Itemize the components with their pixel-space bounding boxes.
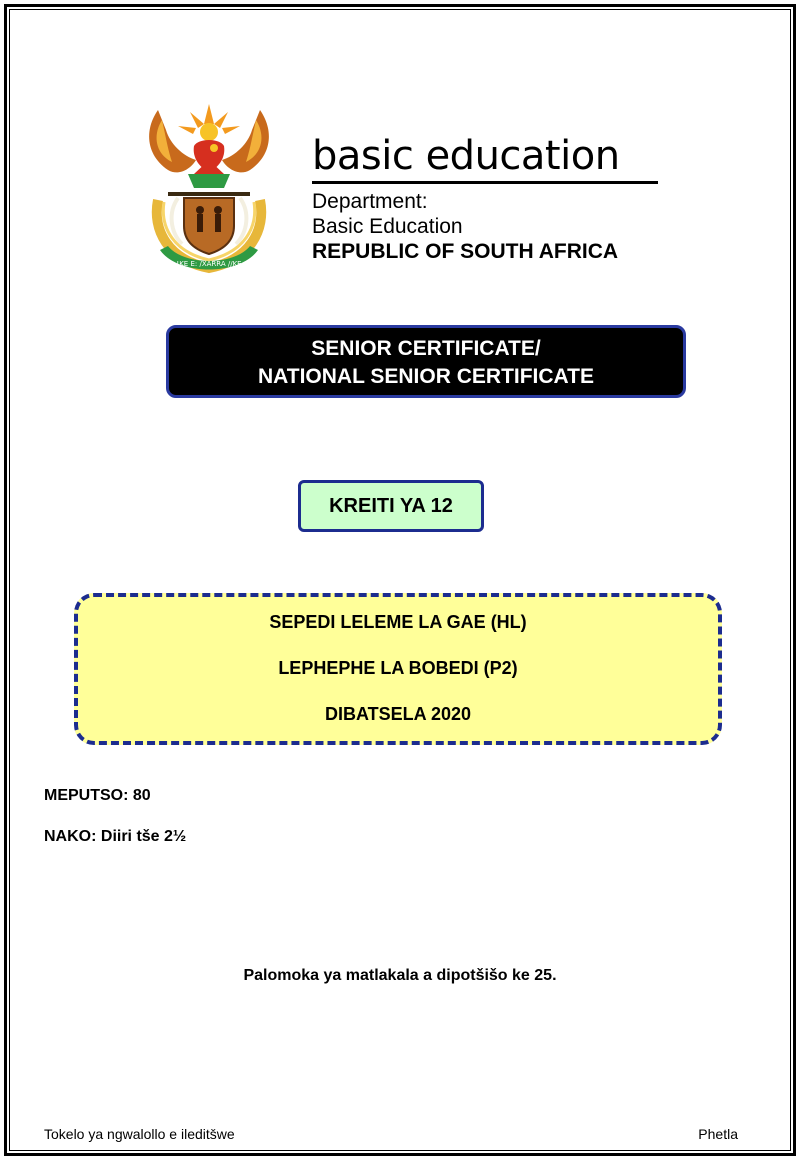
crest-motto: !KE E: /XARRA //KE xyxy=(176,260,242,268)
paper-number: LEPHEPHE LA BOBEDI (P2) xyxy=(278,658,518,678)
turn-over-label: Phetla xyxy=(698,1126,738,1142)
certificate-banner xyxy=(166,325,686,398)
certificate-line-1: SENIOR CERTIFICATE/ xyxy=(311,337,541,360)
brand-title: basic education xyxy=(312,133,620,179)
grade-badge: KREITI YA 12 xyxy=(298,480,484,532)
subject-name: SEPEDI LELEME LA GAE (HL) xyxy=(269,612,527,632)
brand-divider xyxy=(312,181,658,184)
department-label: Department: xyxy=(312,190,428,213)
copyright-notice: Tokelo ya ngwalollo e ileditšwe xyxy=(44,1126,235,1142)
exam-duration: NAKO: Diiri tše 2½ xyxy=(44,828,187,845)
certificate-line-2: NATIONAL SENIOR CERTIFICATE xyxy=(258,365,594,388)
page-count-note: Palomoka ya matlakala a dipotšišo ke 25. xyxy=(243,967,557,984)
exam-session: DIBATSELA 2020 xyxy=(324,704,472,724)
department-name: Basic Education xyxy=(312,215,463,238)
subject-box xyxy=(74,593,722,745)
total-marks: MEPUTSO: 80 xyxy=(44,787,151,804)
country-name: REPUBLIC OF SOUTH AFRICA xyxy=(312,240,619,263)
coat-of-arms-icon xyxy=(138,100,280,276)
